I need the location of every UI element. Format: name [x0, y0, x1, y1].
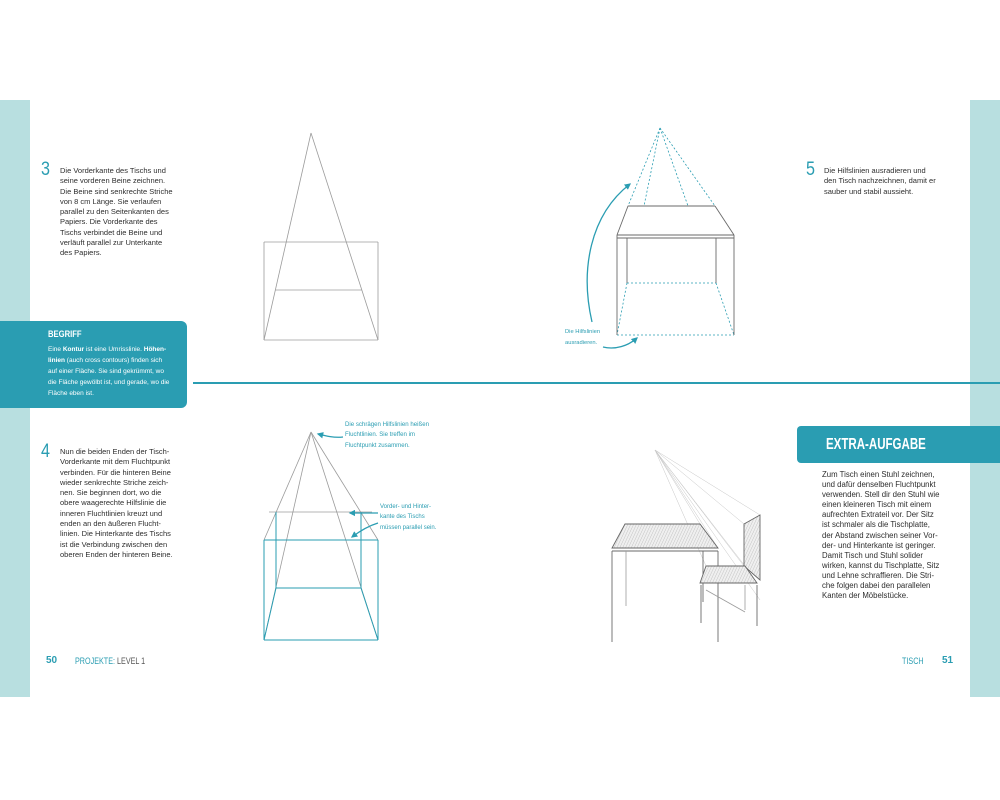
- text-line: wieder senkrechte Striche zeich-: [60, 477, 169, 487]
- step-5-instructions: [824, 166, 936, 197]
- step-number-3: 3: [41, 159, 50, 180]
- text-line: Fläche eben ist.: [48, 390, 94, 397]
- annotation-line: kante des Tischs: [380, 514, 425, 521]
- front-edge-arrow: [352, 523, 378, 537]
- annotation-line: Vorder- und Hinter-: [380, 504, 432, 510]
- text-line: [48, 355, 169, 366]
- extra-task-title: EXTRA-AUFGABE: [826, 436, 926, 453]
- definition-title: BEGRIFF: [48, 329, 82, 339]
- text-line: verwenden. Stell dir den Stuhl wie: [822, 490, 940, 500]
- guide-line-dashed: [660, 128, 715, 206]
- vanishing-line-segment-left: [264, 588, 276, 640]
- text-line: einen kleineren Tisch mit einem: [822, 500, 932, 510]
- text-line: die Fläche gewölbt ist, und gerade, wo die: [48, 379, 170, 386]
- text-line: Nun die beiden Enden der Tisch-: [60, 447, 170, 456]
- running-head-right: TISCH: [902, 656, 924, 666]
- step-5-table-sketch: [587, 128, 734, 348]
- vanishing-line-right: [311, 133, 378, 340]
- text-line: auf einer Fläche. Sie sind gekrümmt, wo: [48, 368, 164, 375]
- page-number-left: 50: [46, 655, 58, 666]
- vanishing-line: [655, 450, 700, 524]
- table-side-left: [617, 206, 628, 235]
- running-head-left: [75, 655, 145, 667]
- extra-task-text: [822, 470, 939, 601]
- text-segment: ist eine Umrisslinie.: [84, 346, 144, 353]
- vanishing-line: [655, 450, 757, 583]
- step-4-instructions: [60, 447, 173, 560]
- text-line: verläuft parallel zur Unterkante: [60, 238, 163, 248]
- step-number-5: 5: [806, 159, 815, 180]
- text-line: nen. Sie beginnen dort, wo die: [60, 488, 162, 498]
- running-head-section: PROJEKTE:: [75, 656, 116, 666]
- table-top: [612, 524, 718, 548]
- text-line: aufrechten Extrateil vor. Der Sitz: [822, 510, 934, 520]
- text-line: Die Beine sind senkrechte Striche: [60, 186, 173, 196]
- parallel-edges-annotation: [380, 502, 436, 533]
- term-hoehenlinien-part-2: linien: [48, 357, 65, 364]
- vanishing-line: [655, 450, 744, 524]
- guide-line-dashed: [617, 283, 627, 335]
- erase-guides-annotation: [565, 327, 600, 348]
- step-number-4: 4: [41, 441, 50, 462]
- vanishing-line-left: [264, 133, 311, 340]
- text-line: che folgen dabei den parallelen: [822, 581, 931, 591]
- text-line: inneren Fluchtlinien kreuzt und: [60, 508, 163, 518]
- definition-text: [48, 344, 169, 399]
- vanishing-line: [655, 450, 706, 566]
- text-line: Papiers. Die Vorderkante des: [60, 217, 158, 227]
- text-segment: Eine: [48, 346, 63, 353]
- guide-line-dashed: [644, 128, 660, 206]
- text-segment: (auch cross contours) finden sich: [64, 357, 163, 364]
- text-line: verbinden. Für die hinteren Beine: [60, 467, 171, 477]
- definition-box: [0, 321, 187, 408]
- vanishing-point-arrow: [318, 434, 343, 437]
- text-line: parallel zu den Seitenkanten des: [60, 207, 169, 217]
- annotation-line: Fluchtlinien. Sie treffen im: [345, 431, 415, 439]
- step-3-instructions: [60, 166, 173, 259]
- curved-arrow-to-guides: [587, 184, 630, 322]
- text-line: des Papiers.: [60, 248, 102, 258]
- text-line: enden an den äußeren Flucht-: [60, 519, 161, 529]
- text-line: [48, 344, 169, 355]
- text-line: der Abstand zwischen seiner Vor-: [822, 530, 938, 540]
- text-line: obere waagerechte Hilfslinie die: [60, 498, 167, 508]
- text-line: ist schmaler als die Tischplatte,: [822, 520, 930, 530]
- step-3-table-sketch: [264, 133, 378, 340]
- term-hoehenlinien-part-1: Höhen-: [143, 346, 167, 353]
- arrow-to-baseline: [603, 338, 637, 348]
- text-line: sauber und stabil aussieht.: [824, 186, 914, 196]
- table-and-chair-sketch: [612, 450, 760, 642]
- guide-line-dashed: [628, 128, 660, 206]
- text-line: ist die Verbindung zwischen den: [60, 539, 168, 549]
- table-side-right: [715, 206, 734, 235]
- text-line: den Tisch nachzeichnen, damit er: [824, 176, 936, 186]
- text-line: und dafür denselben Fluchtpunkt: [822, 480, 936, 490]
- text-line: oberen Enden der hinteren Beine.: [60, 549, 173, 559]
- annotation-line: Die Hilfslinien: [565, 329, 601, 335]
- text-line: wirken, kannst du Tischplatte, Sitz: [822, 560, 940, 570]
- text-line: seine vorderen Beine zeichnen.: [60, 176, 166, 186]
- text-line: der- und Hinterkante ist geringer.: [822, 540, 936, 550]
- text-line: Vorderkante mit dem Fluchtpunkt: [60, 457, 171, 467]
- annotation-line: Fluchtpunkt zusammen.: [345, 441, 410, 449]
- step-4-table-sketch: [264, 432, 378, 640]
- annotation-line: ausradieren.: [565, 339, 598, 346]
- chair-shadow-line: [706, 590, 745, 612]
- text-line: Die Hilfslinien ausradieren und: [824, 166, 926, 175]
- page-number-right: 51: [942, 655, 954, 666]
- vanishing-line: [264, 432, 311, 540]
- text-line: Kanten der Möbelstücke.: [822, 591, 909, 601]
- vanishing-line: [655, 450, 760, 515]
- annotation-line: Die schrägen Hilfslinien heißen: [345, 421, 430, 428]
- text-line: Zum Tisch einen Stuhl zeichnen,: [822, 470, 935, 479]
- text-line: und Lehne schraffieren. Die Stri-: [822, 570, 935, 580]
- text-line: Damit Tisch und Stuhl solider: [822, 550, 923, 560]
- text-line: von 8 cm Länge. Sie verlaufen: [60, 196, 162, 206]
- extra-task-banner: [797, 426, 1000, 463]
- annotation-line: müssen parallel sein.: [380, 524, 437, 531]
- guide-line-dashed: [660, 128, 688, 206]
- guide-line-dashed: [716, 283, 734, 335]
- term-kontur: Kontur: [62, 346, 85, 353]
- text-line: Tischs verbindet die Beine und: [60, 227, 163, 237]
- vanishing-line-segment-right: [361, 588, 378, 640]
- text-line: linien. Die Hinterkante des Tischs: [60, 529, 171, 539]
- text-line: Die Vorderkante des Tischs und: [60, 166, 166, 175]
- vanishing-lines-annotation: [345, 420, 429, 451]
- running-head-level: LEVEL 1: [117, 656, 146, 666]
